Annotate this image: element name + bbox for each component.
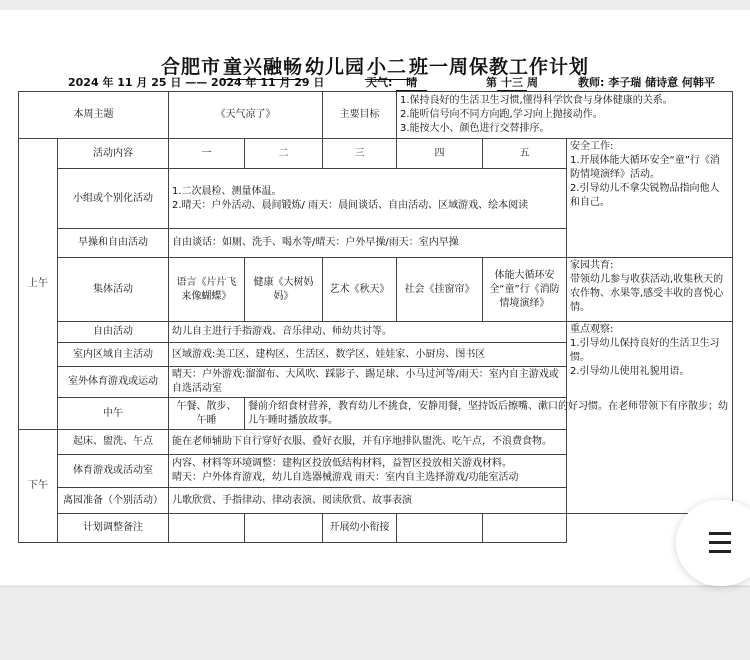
pe-label: 体育游戏或活动室 [58, 455, 169, 488]
goal-item: 1.保持良好的生活卫生习惯,懂得科学饮食与身体健康的关系。 [400, 95, 673, 106]
week-label: 第 [486, 76, 497, 89]
title-kg-suffix: 幼儿园 [304, 56, 365, 78]
adjust-cell [169, 514, 245, 543]
divider [0, 586, 750, 587]
outdoor-activity-content: 晴天：户外游戏:溜溜布、大风吹、踩影子、踢足球、小马过河等/雨天：室内自主游戏或自选活动室 [169, 367, 567, 398]
free-activity-content: 幼儿自主进行手指游戏、音乐律动、师幼共讨等。 [169, 322, 567, 343]
weather-value: 晴 [396, 74, 427, 91]
leave-label: 离园准备（个别活动） [58, 488, 169, 514]
early-activity-content: 自由谈话：如厕、洗手、喝水等/晴天：户外早操/雨天：室内早操 [169, 229, 567, 258]
adjust-cell [245, 514, 323, 543]
focus-item: 1.引导幼儿保持良好的生活卫生习惯。 [570, 338, 720, 363]
focus-title: 重点观察: [570, 324, 614, 335]
title-city: 合肥市 [160, 56, 221, 78]
teachers [578, 74, 715, 90]
free-activity-label: 自由活动 [58, 322, 169, 343]
goal-label: 主要目标 [323, 92, 397, 139]
day-header: 四 [397, 139, 483, 169]
home-text: 带领幼儿参与收获活动,收集秋天的农作物、水果等,感受丰收的喜悦心情。 [570, 274, 724, 313]
date-range: 2024 年 11 月 25 日 —— 2024 年 11 月 29 日 [68, 76, 325, 89]
group-activity-label: 小组或个别化活动 [58, 169, 169, 229]
week-suffix: 周 [527, 76, 538, 89]
collective-activity: 社会《挂窗帘》 [397, 258, 483, 322]
weather-label: 天气: [366, 76, 393, 89]
teachers-names: 李子瑞 储诗意 何韩平 [608, 76, 715, 89]
collective-activity: 体能大循环安全“童”行《消防情境演绎》 [483, 258, 567, 322]
day-header: 二 [245, 139, 323, 169]
outdoor-activity-label: 室外体育游戏或运动 [58, 367, 169, 398]
menu-icon [709, 550, 731, 553]
period-afternoon: 下午 [19, 430, 58, 543]
title-class: 小二 [365, 52, 409, 80]
week-value: 十三 [497, 74, 527, 91]
day-header: 一 [169, 139, 245, 169]
theme-row [19, 92, 733, 139]
collective-label: 集体活动 [58, 258, 169, 322]
adjust-cell [483, 514, 567, 543]
collective-activity: 艺术《秋天》 [323, 258, 397, 322]
safety-title: 安全工作: [570, 141, 614, 152]
pe-line: 内容、材料等环境调整：建构区投放低结构材料，益智区投放相关游戏材料。 [172, 458, 512, 469]
title-class-suffix: 班一周保教工作计划 [409, 56, 590, 78]
safety-item: 1.开展体能大循环安全“童”行《消防情境演绎》活动。 [570, 155, 720, 180]
title-kindergarten: 童兴融畅 [221, 52, 305, 80]
indoor-activity-label: 室内区域自主活动 [58, 343, 169, 367]
focus-item: 2.引导幼儿使用礼貌用语。 [570, 366, 690, 377]
week-number [486, 74, 538, 91]
collective-activity: 语言《片片飞来像蝴蝶》 [169, 258, 245, 322]
pe-line: 晴天：户外体育游戏，幼儿自选器械游戏 雨天：室内自主选择游戏/功能室活动 [172, 472, 519, 483]
group-activity-content [169, 169, 567, 229]
home-title: 家园共育: [570, 260, 614, 271]
safety-item: 2.引导幼儿不拿尖锐物品指向他人和自己。 [570, 183, 720, 208]
lunch-content: 餐前介绍食材营养，教育幼儿不挑食，安静用餐，坚持饭后擦嘴、漱口的好习惯。在老师带领下有序散步；幼儿午睡时播放故事。 [245, 398, 733, 430]
group-line: 2.晴天：户外活动、晨间锻炼/ 雨天：晨间谈话、自由活动、区域游戏、绘本阅读 [172, 199, 529, 211]
goals-list [397, 92, 733, 139]
teachers-label: 教师: [578, 76, 605, 89]
period-noon: 中午 [58, 398, 169, 430]
wake-label: 起床、盥洗、午点 [58, 430, 169, 455]
early-activity-label: 早操和自由活动 [58, 229, 169, 258]
safety-notes [567, 139, 733, 258]
pe-content [169, 455, 567, 488]
lunch-label: 午餐、散步、午睡 [169, 398, 245, 430]
adjust-cell [397, 514, 483, 543]
collective-activity: 健康《大树妈妈》 [245, 258, 323, 322]
day-header: 五 [483, 139, 567, 169]
weather [366, 74, 427, 91]
menu-icon [709, 541, 731, 544]
adjust-label: 计划调整备注 [58, 514, 169, 543]
menu-icon [709, 532, 731, 535]
indoor-activity-content: 区域游戏:美工区、建构区、生活区、数学区、娃娃家、小厨房、图书区 [169, 343, 567, 367]
weekly-plan-table [18, 91, 733, 543]
day-header: 三 [323, 139, 397, 169]
group-line: 1.二次晨检、测量体温。 [172, 185, 282, 197]
leave-content: 儿歌欣赏、手指律动、律动表演、阅读欣赏、故事表演 [169, 488, 567, 514]
wake-content: 能在老师辅助下自行穿好衣服、叠好衣服，并有序地排队盥洗、吃午点，不浪费食物。 [169, 430, 567, 455]
period-morning: 上午 [19, 139, 58, 430]
theme-value: 《天气凉了》 [169, 92, 323, 139]
goal-item: 3.能按大小、颜色进行交替排序。 [400, 123, 550, 134]
theme-label: 本周主题 [19, 92, 169, 139]
adjust-note: 开展幼小衔接 [323, 514, 397, 543]
activity-label: 活动内容 [58, 139, 169, 169]
goal-item: 2.能听信号向不同方向跑,学习向上抛接动作。 [400, 109, 603, 120]
home-notes [567, 258, 733, 322]
